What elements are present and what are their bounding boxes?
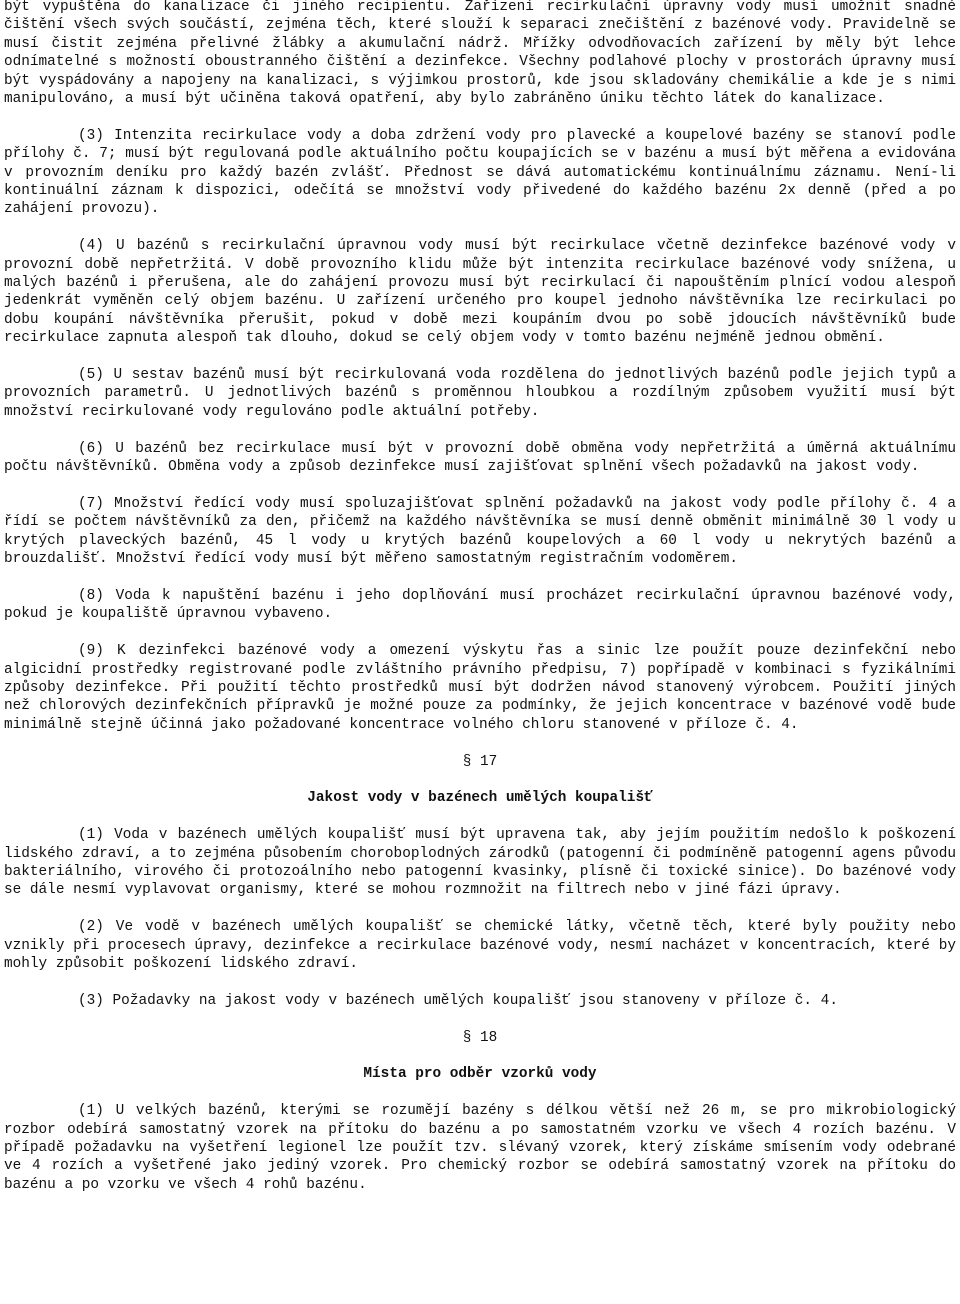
section-17-number: § 17 [462,753,498,770]
paragraph-8 [4,587,956,624]
section-17-title: Jakost vody v bazénech umělých koupališť [307,790,653,807]
paragraph-3 [4,127,956,219]
paragraph-7-text: (7) Množství ředící vody musí spoluzajišťovat splnění požadavků na jakost vody podle přílohy č. 4 a řídí se počtem návštěvníků za den, přičemž na každého návštěvníka se musí denně obměnit minimálně 30 l vody u krytých plaveckých bazénů, 45 l vody u krytých bazénů koupelových a 60 l vody u nekrytých bazénů a brouzdališť. Množství ředící vody musí být měřeno samostatným registračním vodoměrem. [4,495,956,568]
section-17-paragraph-1 [4,826,956,900]
section-18-title: Místa pro odběr vzorků vody [363,1066,597,1083]
paragraph-9-text: (9) K dezinfekci bazénové vody a omezení výskytu řas a sinic lze použít pouze dezinfekční nebo algicidní prostředky registrované podle zvláštního právního předpisu, 7) popřípadě v kombinaci s fyzikálními způsoby dezinfekce. Při použití těchto prostředků musí být dodržen návod stanovený výrobcem. Použití jiných než chlorových dezinfekčních přípravků je možné pouze za podmínky, že jejich koncentrace v bazénové vodě bude minimálně stejně účinná jako požadované koncentrace volného chloru stanovené v příloze č. 4. [4,643,956,733]
paragraph-5 [4,366,956,421]
paragraph-4-text: (4) U bazénů s recirkulační úpravnou vody musí být recirkulace včetně dezinfekce bazénové vody v provozní době nepřetržitá. V době provozního klidu může být intenzita recirkulace bazénové vody snížena, u malých bazénů i přerušena, ale do zahájení provozu musí být recirkulací či napouštěním plnící vodou alespoň jedenkrát vyměněn celý objem bazénu. U zařízení určeného pro koupel jednoho návštěvníka lze recirkulaci po dobu koupání návštěvníka přerušit, pokud v době mezi koupáním dvou po sobě jdoucích návštěvníků bude recirkulace zapnuta alespoň tak dlouho, dokud se celý objem vody v tomto bazénu nejméně jednou obmění. [4,238,956,347]
section-17-paragraph-2 [4,918,956,973]
section-17-paragraph-1-text: (1) Voda v bazénech umělých koupališť musí být upravena tak, aby jejím použitím nedošlo k poškození lidského zdraví, a to zejména působením choroboplodných zárodků (patogenní či podmíněně patogenní agens původu bakteriálního, virového či protozoálního nebo patogenní kvasinky, plísně či toxické sinice). Do bazénové vody se dále nesmí vyplavovat organismy, které se mohou rozmnožit na filtrech nebo v jiné fázi úpravy. [4,827,956,899]
section-17-paragraph-3-text: (3) Požadavky na jakost vody v bazénech umělých koupališť jsou stanoveny v příloze č. 4. [78,992,838,1009]
paragraph-6 [4,440,956,477]
section-18-number: § 18 [462,1029,498,1046]
paragraph-7 [4,495,956,569]
section-17-paragraph-3 [4,992,956,1010]
section-18-paragraph-1 [4,1102,956,1194]
section-17-paragraph-2-text: (2) Ve vodě v bazénech umělých koupališť se chemické látky, včetně těch, které byly použity nebo vznikly při procesech úpravy, dezinfekce a recirkulace bazénové vody, nesmí nacházet v koncentracích, které by mohly způsobit poškození lidského zdraví. [4,919,956,972]
section-18-paragraph-1-text: (1) U velkých bazénů, kterými se rozumějí bazény s délkou větší než 26 m, se pro mikrobiologický rozbor odebírá samostatný vzorek na přítoku do bazénu a po samostatném vzorku ve všech 4 rozích bazénu. V případě požadavku na vyšetření legionel lze použít tzv. slévaný vzorek, který získáme smísením vody odebrané ve 4 rozích a vyšetřené jako jediný vzorek. Pro chemický rozbor se odebírá samostatný vzorek na přítoku do bazénu a po vzorku ve všech 4 rohů bazénu. [4,1103,956,1193]
paragraph-intro: být vypuštěna do kanalizace či jiného recipientu. Zařízení recirkulační úpravny vody musí umožnit snadné čištění všech svých součástí, zejména těch, které slouží k separaci znečištění z bazénové vody. Pravidelně se musí čistit zejména přelivné žlábky a akumulační nádrž. Mřížky odvodňovacích zařízení by měly být lehce odnímatelné s možností oboustranného čištění a dezinfekce. Všechny podlahové plochy v prostorách úpravny musí být vyspádovány a napojeny na kanalizaci, s výjimkou prostorů, kde jsou skladovány chemikálie a kde je s nimi manipulováno, a musí být učiněna taková opatření, aby bylo zabráněno úniku těchto látek do kanalizace. [4,0,956,108]
paragraph-6-text: (6) U bazénů bez recirkulace musí být v provozní době obměna vody nepřetržitá a úměrná aktuálnímu počtu návštěvníků. Obměna vody a způsob dezinfekce musí zajišťovat splnění všech požadavků na jakost vody. [4,440,956,476]
paragraph-4 [4,237,956,347]
paragraph-9 [4,642,956,734]
paragraph-3-text: (3) Intenzita recirkulace vody a doba zdržení vody pro plavecké a koupelové bazény se stanoví podle přílohy č. 7; musí být regulovaná podle aktuálního počtu koupajících se v bazénu a musí být měřena a evidována v provozním deníku pro každý bazén zvlášť. Přednost se dává automatickému kontinuálnímu záznamu. Není-li kontinuální záznam k dispozici, odečítá se množství vody přivedené do každého bazénu 2x denně (před a po zahájení provozu). [4,127,956,218]
paragraph-5-text: (5) U sestav bazénů musí být recirkulovaná voda rozdělena do jednotlivých bazénů podle jejich typů a provozních parametrů. U jednotlivých bazénů s proměnnou hloubkou a rozdílným způsobem využití musí být množství recirkulované vody regulováno podle aktuální potřeby. [4,367,956,420]
paragraph-8-text: (8) Voda k napuštění bazénu i jeho doplňování musí procházet recirkulační úpravnou bazénové vody, pokud je koupaliště úpravnou vybaveno. [4,587,956,623]
